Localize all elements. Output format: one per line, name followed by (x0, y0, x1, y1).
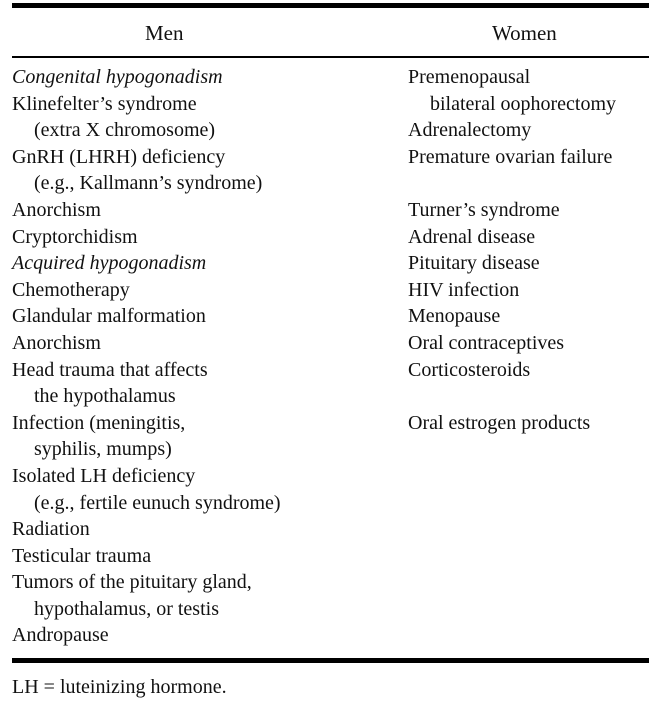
list-item: Infection (meningitis, (12, 411, 186, 434)
list-item: Isolated LH deficiency (12, 464, 196, 487)
list-item-continuation: syphilis, mumps) (34, 438, 172, 461)
list-item-continuation: (e.g., fertile eunuch syndrome) (34, 491, 281, 514)
list-item: Tumors of the pituitary gland, (12, 571, 252, 594)
list-item-continuation: hypothalamus, or testis (34, 597, 219, 620)
list-item-continuation: bilateral oophorectomy (430, 92, 617, 115)
section-heading-acquired: Acquired hypogonadism (12, 252, 207, 275)
list-item: Oral estrogen products (408, 411, 591, 434)
list-item: Head trauma that affects (12, 358, 208, 381)
list-item: Anorchism (12, 331, 101, 354)
list-item: Andropause (12, 624, 109, 647)
table-footnote: LH = luteinizing hormone. (12, 676, 227, 698)
list-item: Chemotherapy (12, 278, 130, 301)
list-spacer (408, 170, 653, 197)
list-item: Klinefelter’s syndrome (12, 92, 197, 115)
list-item-continuation: (extra X chromosome) (34, 119, 216, 142)
list-item: Premature ovarian failure (408, 145, 613, 168)
list-item: Anorchism (12, 198, 101, 221)
column-header-men: Men (145, 21, 184, 45)
table-top-rule (12, 3, 649, 8)
list-item: Turner’s syndrome (408, 198, 560, 221)
men-causes-list (12, 64, 392, 649)
list-item: Testicular trauma (12, 544, 152, 567)
list-item: HIV infection (408, 278, 520, 301)
table-header-rule (12, 56, 649, 58)
list-spacer (408, 383, 653, 410)
list-item: Radiation (12, 518, 90, 541)
table-bottom-rule (12, 658, 649, 663)
list-item: Cryptorchidism (12, 225, 138, 248)
list-item-continuation: the hypothalamus (34, 385, 176, 408)
list-item: Premenopausal (408, 66, 531, 88)
section-heading-congenital: Congenital hypogonadism (12, 66, 223, 88)
women-causes-list (408, 64, 653, 436)
list-item: GnRH (LHRH) deficiency (12, 145, 226, 168)
list-item: Glandular malformation (12, 305, 206, 328)
list-item-continuation: (e.g., Kallmann’s syndrome) (34, 172, 263, 195)
list-item: Oral contraceptives (408, 331, 565, 354)
list-item: Adrenal disease (408, 225, 536, 248)
list-item: Corticosteroids (408, 358, 531, 381)
list-item: Adrenalectomy (408, 119, 532, 142)
list-item: Menopause (408, 305, 501, 328)
column-header-women: Women (492, 21, 557, 45)
list-item: Pituitary disease (408, 252, 540, 275)
